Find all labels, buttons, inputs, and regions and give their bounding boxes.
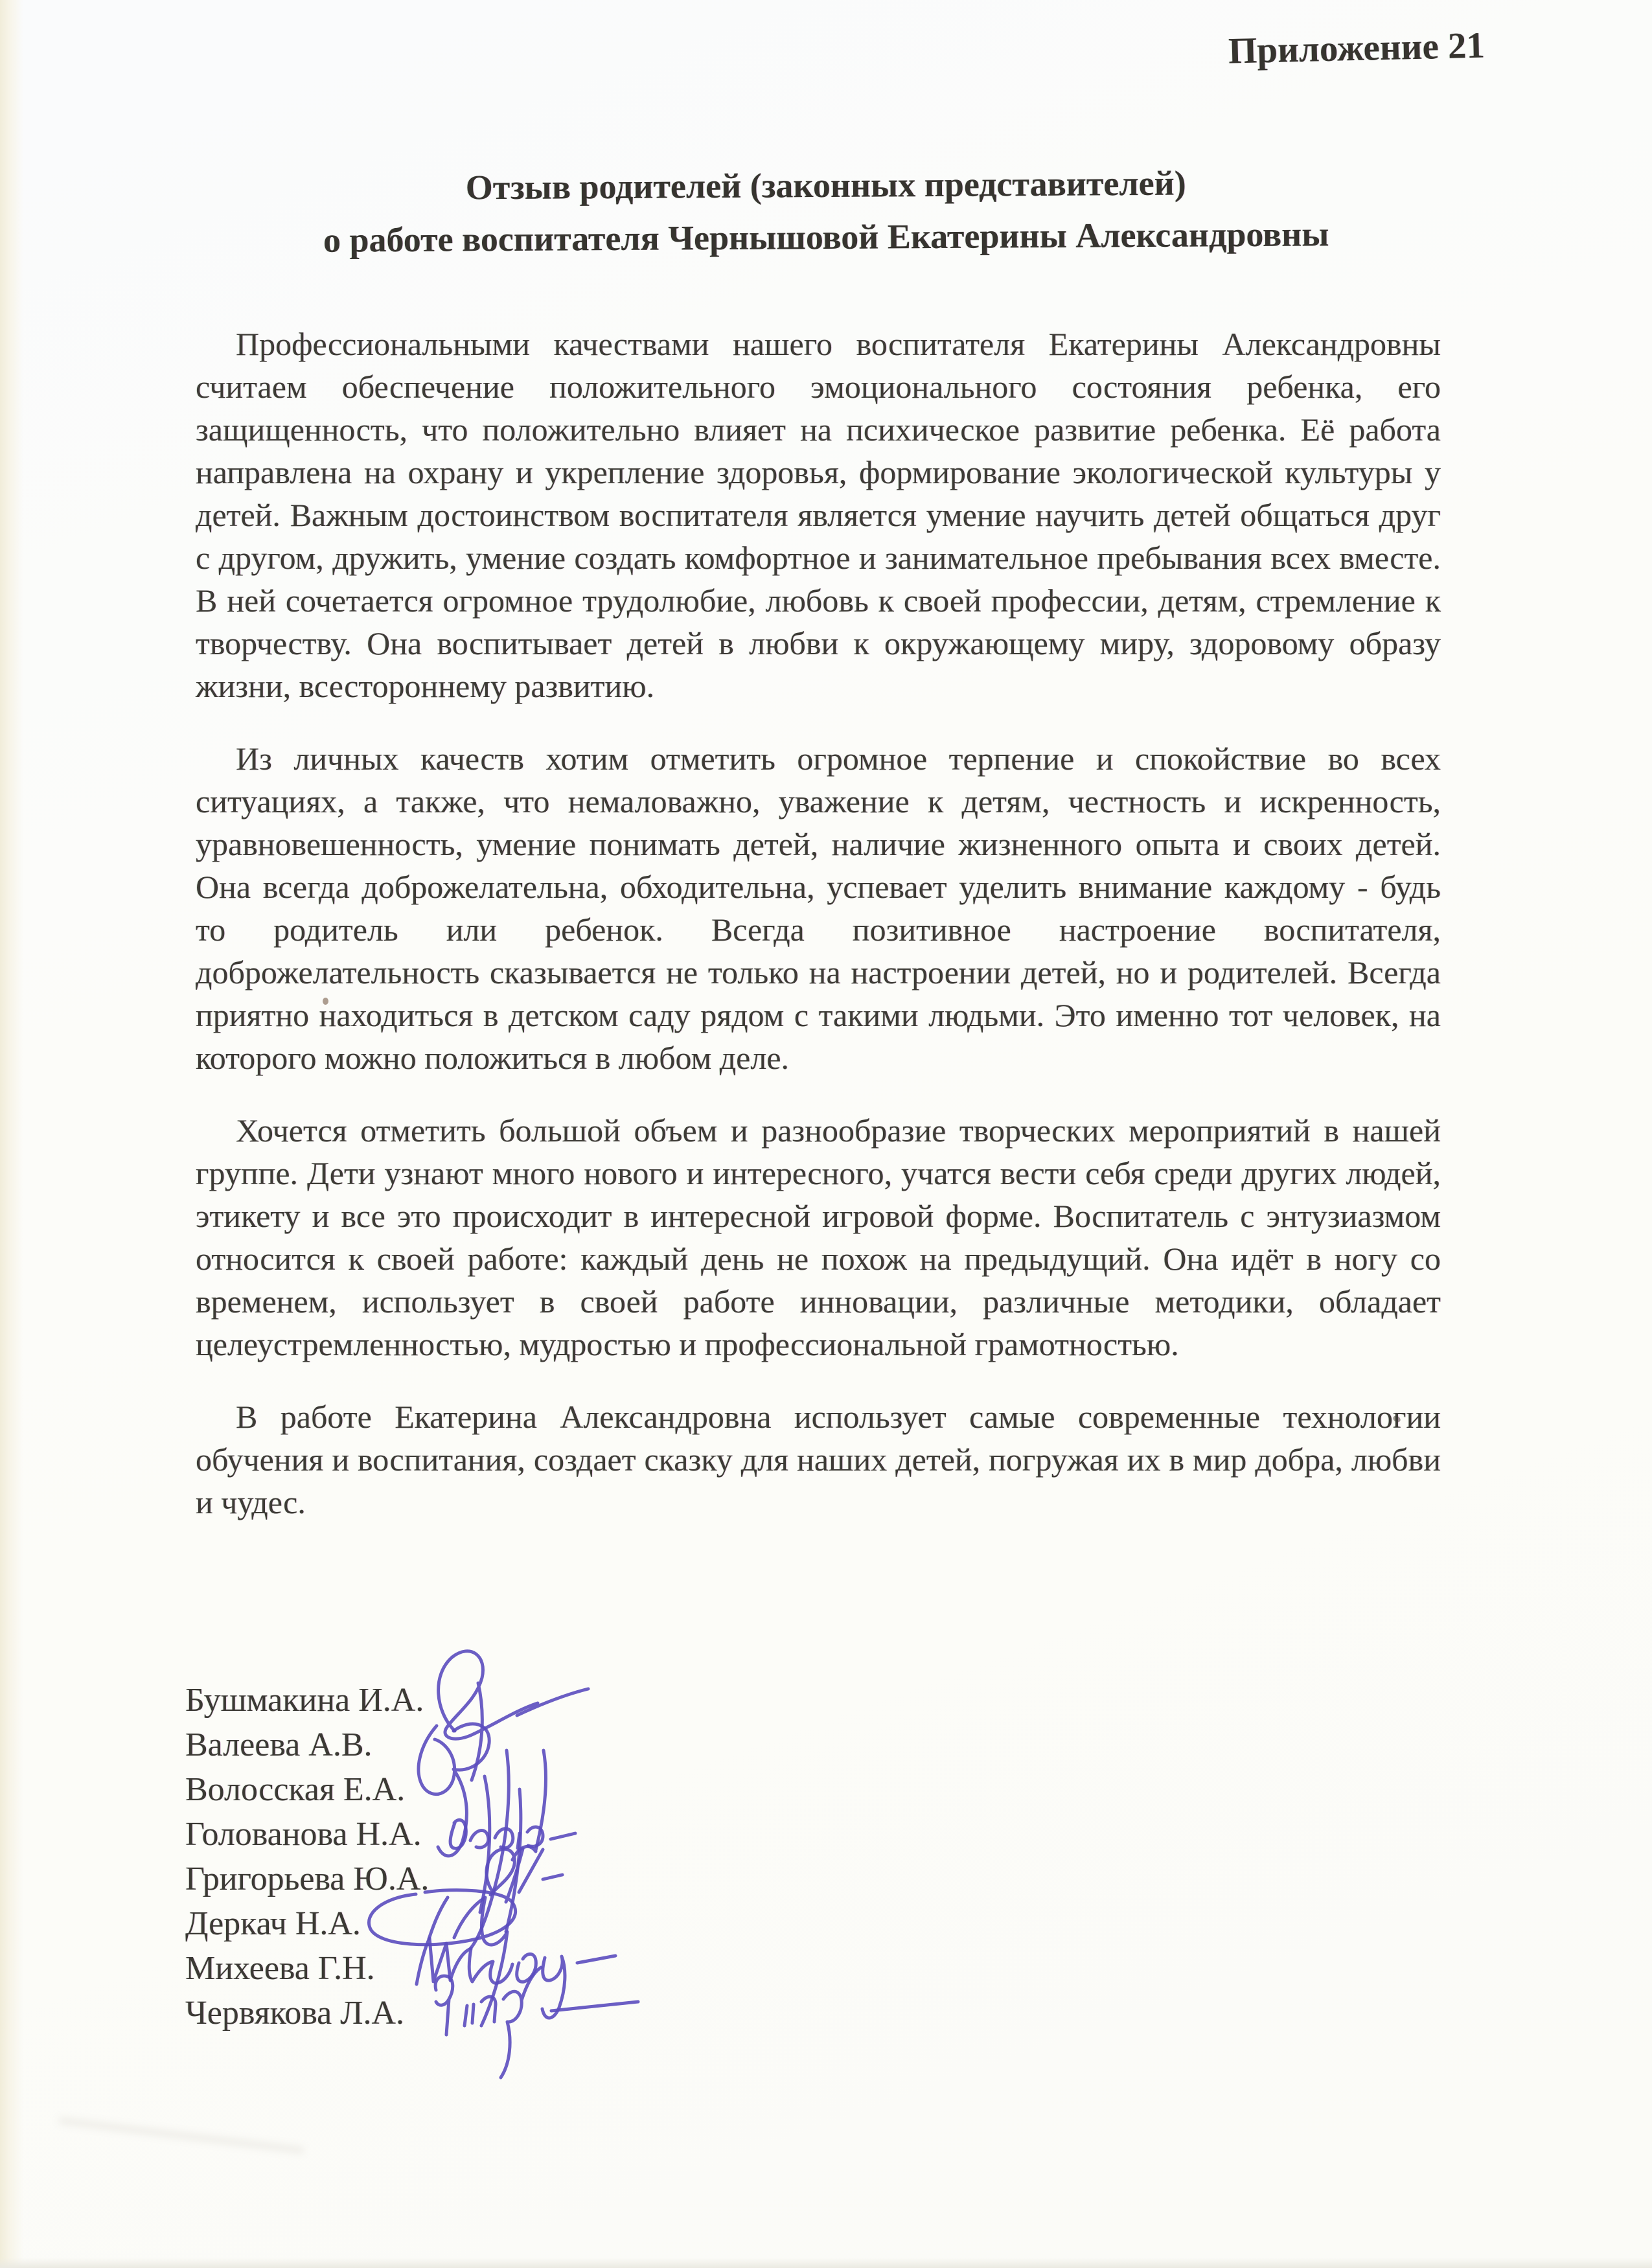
- signatory-name: Деркач Н.А.: [185, 1905, 361, 1942]
- signatory-row: [185, 1991, 1092, 2035]
- signatory-name: Валеева А.В.: [185, 1726, 373, 1763]
- scan-edge-bottom: [0, 2258, 1652, 2268]
- signature-list: [185, 1678, 1092, 2035]
- signatory-row: [185, 1946, 1092, 1991]
- title-line-2: о работе воспитателя Чернышовой Екатерины Александровны: [323, 214, 1329, 260]
- document-body: [196, 323, 1441, 1524]
- scan-edge-left: [0, 0, 23, 2268]
- signatory-name: Бушмакина И.А.: [185, 1682, 424, 1719]
- paragraph-4: В работе Екатерина Александровна использует самые современные технологии обучения и воспитания, создает сказку для наших детей, погружая их в мир добра, любви и чудес.: [196, 1399, 1441, 1520]
- paragraph-2: Из личных качеств хотим отметить огромное терпение и спокойствие во всех ситуациях, а также, что немаловажно, уважение к детям, честность и искренность, уравновешенность, умение понимать детей, наличие жизненного опыта и своих детей. Она всегда доброжелательна, обходительна, успевает уделить внимание каждому - будь то родитель или ребенок. Всегда позитивное настроение воспитателя, доброжелательность сказывается не только на настроении детей, но и родителей. Всегда приятно находиться в детском саду рядом с такими людьми. Это именно тот человек, на которого можно положиться в любом деле.: [196, 740, 1441, 1076]
- signatory-name: Михеева Г.Н.: [185, 1950, 375, 1987]
- signatory-name: Волосская Е.А.: [185, 1771, 406, 1808]
- scan-smudge: [59, 2118, 304, 2153]
- appendix-label: Приложение 21: [1228, 25, 1486, 72]
- signatory-row: [185, 1857, 1092, 1901]
- title-line-1: Отзыв родителей (законных представителей): [465, 163, 1186, 207]
- signatory-row: [185, 1678, 1092, 1723]
- signatory-row: [185, 1767, 1092, 1812]
- paragraph-3: Хочется отметить большой объем и разнообразие творческих мероприятий в нашей группе. Дети узнают много нового и интересного, учатся вести себя среди других людей, этикету и все это происходит в интересной игровой форме. Воспитатель с энтузиазмом относится к своей работе: каждый день не похож на предыдущий. Она идёт в ногу со временем, использует в своей работе инновации, различные методики, обладает целеустремленностью, мудростью и профессиональной грамотностью.: [196, 1112, 1441, 1362]
- signatory-row: [185, 1723, 1092, 1767]
- signatory-row: [185, 1901, 1092, 1946]
- signatory-name: Червякова Л.А.: [185, 1995, 405, 2032]
- document-title: [0, 154, 1652, 268]
- signatory-name: Григорьева Ю.А.: [185, 1861, 430, 1897]
- signatory-name: Голованова Н.А.: [185, 1816, 422, 1853]
- paragraph-1: Профессиональными качествами нашего воспитателя Екатерины Александровны считаем обеспечение положительного эмоционального состояния ребенка, его защищенность, что положительно влияет на психическое развитие ребенка. Её работа направлена на охрану и укрепление здоровья, формирование экологической культуры у детей. Важным достоинством воспитателя является умение научить детей общаться друг с другом, дружить, умение создать комфортное и занимательное пребывания всех вместе. В ней сочетается огромное трудолюбие, любовь к своей профессии, детям, стремление к творчеству. Она воспитывает детей в любви к окружающему миру, здоровому образу жизни, всестороннему развитию.: [196, 326, 1441, 704]
- signatory-row: [185, 1812, 1092, 1857]
